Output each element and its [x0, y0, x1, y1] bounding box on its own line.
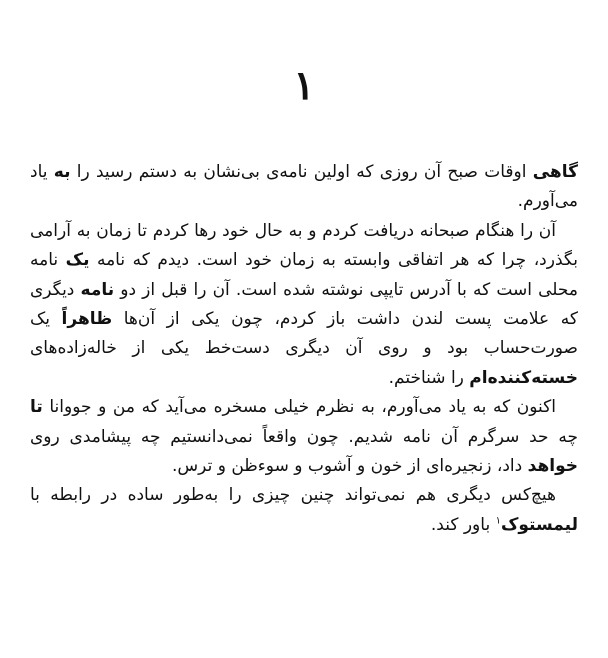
paragraph-text: چه حد سرگرم آن نامه شدیم. چون واقعاً نمی‌دانستیم چه پیشامدی روی — [30, 426, 578, 447]
chapter-number: ۱ — [293, 62, 315, 109]
paragraph-text: داد، زنجیره‌ای از خون و آشوب و سوءظن و ترس. — [172, 456, 528, 477]
paragraph-text: آن را هنگام صبحانه دریافت کردم و به حال خود رها کردم تا زمان به آرامی بگذرد، چرا که هر اتفاقی وابسته به زمان خود است. دیدم که نامه — [30, 220, 578, 271]
footnote-marker[interactable]: ۱ — [495, 515, 501, 527]
paragraph-text: یاد می‌آورم. — [30, 162, 578, 212]
line-start-word: خواهد — [527, 456, 578, 477]
paragraph-text: را شناختم. — [388, 367, 470, 388]
paragraph-text: باور کند. — [430, 514, 496, 535]
chapter-body — [30, 158, 578, 540]
paragraph-text: اوقات صبح آن روزی که اولین نامه‌ی بی‌نشان به دستم رسید را — [70, 162, 533, 182]
paragraph-text: دیگری که علامت پست لندن داشت باز کردم، چون یکی از آن‌ها — [30, 279, 578, 330]
line-start-word: ظاهراً — [61, 309, 113, 330]
paragraph-text: نامه محلی است که با آدرس تایپی نوشته شده است. آن را قبل از دو — [30, 250, 578, 300]
line-start-word: نامه — [80, 279, 115, 300]
paragraph-4 — [30, 481, 578, 540]
paragraph-text: یک صورت‌حساب بود و روی آن دیگری دست‌خط یکی از خاله‌زاده‌های — [30, 309, 578, 359]
paragraph-1 — [30, 158, 578, 217]
line-start-word: به — [53, 162, 71, 182]
paragraph-text: اکنون که به یاد می‌آورم، به نظرم خیلی مسخره می‌آید که من و جووانا — [42, 397, 556, 418]
paragraph-2 — [30, 217, 578, 393]
line-start-word: خسته‌کننده‌ام — [469, 367, 578, 388]
paragraph-text: هیچ‌کس دیگری هم نمی‌تواند چنین چیزی را به‌طور ساده در رابطه با — [30, 485, 556, 506]
line-start-word: تا — [30, 397, 43, 418]
paragraph-3 — [30, 393, 578, 481]
line-start-word: گاهی — [532, 162, 578, 182]
line-start-word: یک — [65, 250, 90, 271]
line-start-word: لیمستوک — [500, 514, 578, 535]
